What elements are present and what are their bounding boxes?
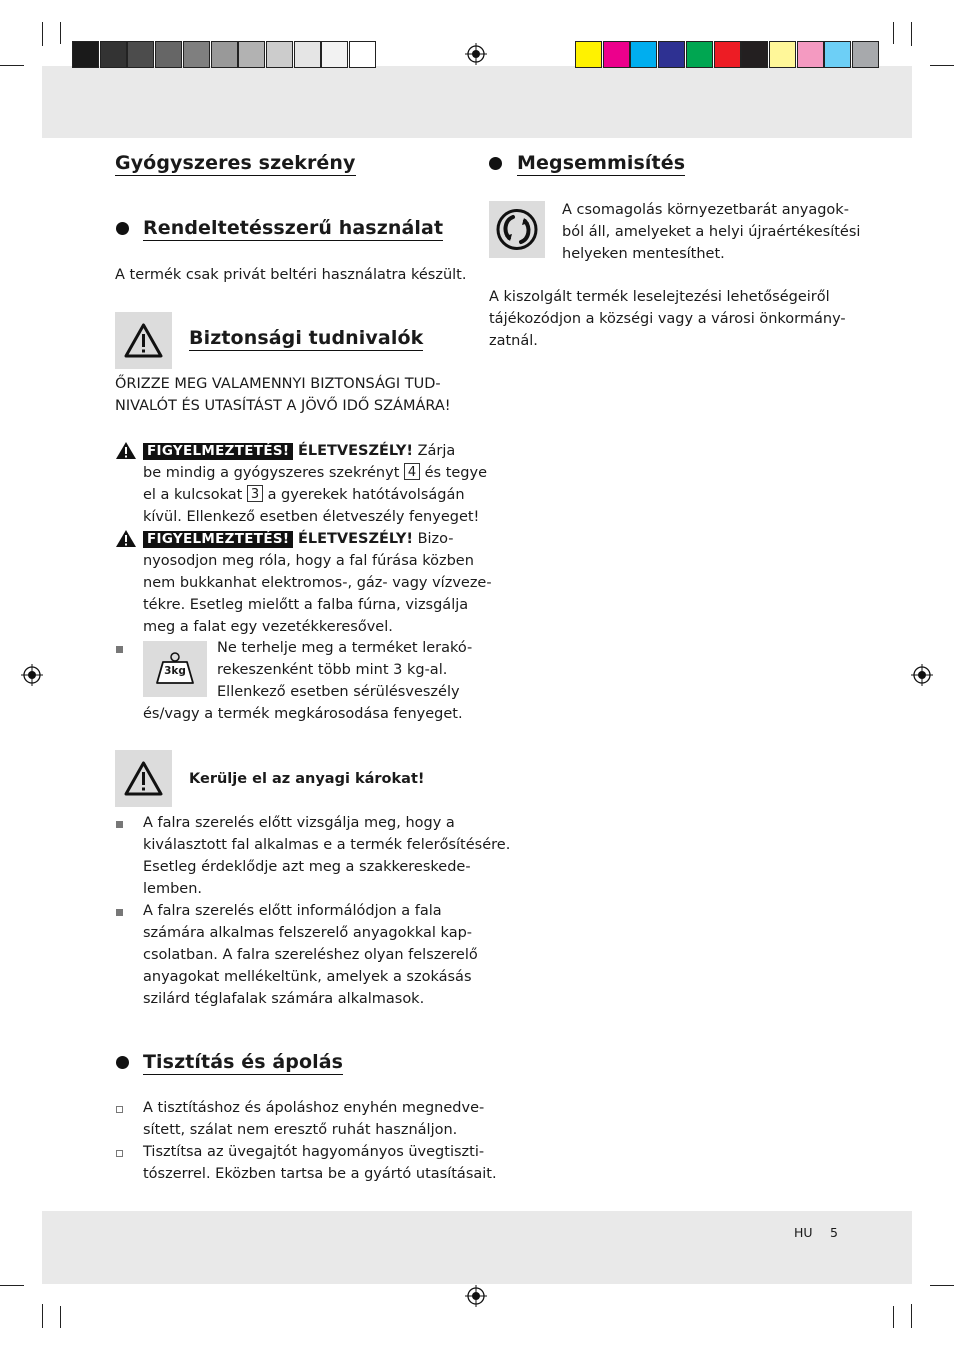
section-heading-disposal: Megsemmisítés	[517, 152, 686, 174]
color-swatch	[741, 41, 768, 68]
language-code: HU	[794, 1225, 813, 1240]
warning1-line: FIGYELMEZTETÉS! ÉLETVESZÉLY! Zárja	[143, 440, 455, 462]
bullet-square-icon	[116, 821, 123, 828]
color-swatch	[183, 41, 210, 68]
color-swatch	[72, 41, 99, 68]
page-number: 5	[830, 1225, 838, 1240]
bullet-dot-icon	[116, 1056, 129, 1069]
footer-band	[42, 1211, 912, 1284]
part-number-box: 3	[247, 485, 263, 502]
danger-label: ÉLETVESZÉLY!	[297, 443, 413, 459]
warning-tag: FIGYELMEZTETÉS!	[143, 443, 293, 460]
color-swatch	[294, 41, 321, 68]
color-swatch	[100, 41, 127, 68]
warning-icon-box	[115, 312, 172, 369]
caution-icon-box	[115, 750, 172, 807]
part-number-box: 4	[404, 463, 420, 480]
warning2-line: tékre. Esetleg mielőtt a falba fúrna, vizsgálja	[143, 597, 469, 613]
color-swatch	[630, 41, 657, 68]
warning-small-icon	[115, 441, 137, 460]
warning-small-icon	[115, 529, 137, 548]
color-swatch	[349, 41, 376, 68]
warning1-line: el a kulcsokat 3 a gyerekek hatótávolságán	[143, 487, 465, 503]
bullet-open-square-icon	[116, 1106, 123, 1113]
section-heading-safety: Biztonsági tudnivalók	[189, 327, 424, 349]
warning-tag: FIGYELMEZTETÉS!	[143, 531, 293, 548]
color-swatch	[211, 41, 238, 68]
bullet-square-icon	[116, 909, 123, 916]
warning-triangle-icon	[115, 750, 172, 807]
color-swatch	[127, 41, 154, 68]
load-text-line: rekeszenként több mint 3 kg-al.	[217, 662, 448, 678]
property-damage-heading: Kerülje el az anyagi károkat!	[189, 771, 425, 787]
safety-caps-line: ŐRIZZE MEG VALAMENNYI BIZTONSÁGI TUD-	[115, 376, 441, 392]
bullet-open-square-icon	[116, 1150, 123, 1157]
warning2-line: FIGYELMEZTETÉS! ÉLETVESZÉLY! Bizo-	[143, 528, 454, 550]
color-swatch	[603, 41, 630, 68]
registration-mark-icon	[911, 664, 933, 686]
color-swatch	[824, 41, 851, 68]
color-swatch	[266, 41, 293, 68]
registration-mark-icon	[465, 1285, 487, 1307]
color-swatch	[852, 41, 879, 68]
warning2-line: nem bukkanhat elektromos-, gáz- vagy vízveze-	[143, 575, 492, 591]
intended-use-text: A termék csak privát beltéri használatra készült.	[115, 267, 467, 283]
warning1-line: be mindig a gyógyszeres szekrényt 4 és tegye	[143, 465, 488, 481]
color-swatch	[575, 41, 602, 68]
recycling-icon-box	[489, 201, 545, 258]
warning2-line: meg a falat egy vezetékkeresővel.	[143, 619, 393, 635]
warning2-line: nyosodjon meg róla, hogy a fal fúrása közben	[143, 553, 474, 569]
weight-icon-box	[143, 641, 207, 697]
page-title: Gyógyszeres szekrény	[115, 152, 356, 174]
green-dot-recycling-icon	[489, 201, 545, 258]
bullet-dot-icon	[116, 222, 129, 235]
registration-mark-icon	[21, 664, 43, 686]
danger-label: ÉLETVESZÉLY!	[297, 531, 413, 547]
color-swatch	[797, 41, 824, 68]
color-swatch	[686, 41, 713, 68]
weight-label: 3kg	[164, 665, 186, 677]
bullet-square-icon	[116, 646, 123, 653]
color-swatch	[155, 41, 182, 68]
color-swatch	[321, 41, 348, 68]
color-swatch	[238, 41, 265, 68]
section-heading-cleaning: Tisztítás és ápolás	[143, 1051, 344, 1073]
header-band	[42, 66, 912, 138]
bullet-dot-icon	[489, 157, 502, 170]
load-text-line: Ne terhelje meg a terméket lerakó-	[217, 640, 473, 656]
safety-caps-line: NIVALÓT ÉS UTASÍTÁST A JÖVŐ IDŐ SZÁMÁRA!	[115, 398, 451, 414]
warning-triangle-icon	[115, 312, 172, 369]
color-swatch	[658, 41, 685, 68]
registration-mark-icon	[465, 43, 487, 65]
warning1-line: kívül. Ellenkező esetben életveszély fenyeget!	[143, 509, 480, 525]
load-text-line: Ellenkező esetben sérülésveszély	[217, 684, 460, 700]
load-text-line: és/vagy a termék megkárosodása fenyeget.	[143, 706, 463, 722]
section-heading-intended-use: Rendeltetésszerű használat	[143, 217, 444, 239]
color-swatch	[714, 41, 741, 68]
color-swatch	[769, 41, 796, 68]
